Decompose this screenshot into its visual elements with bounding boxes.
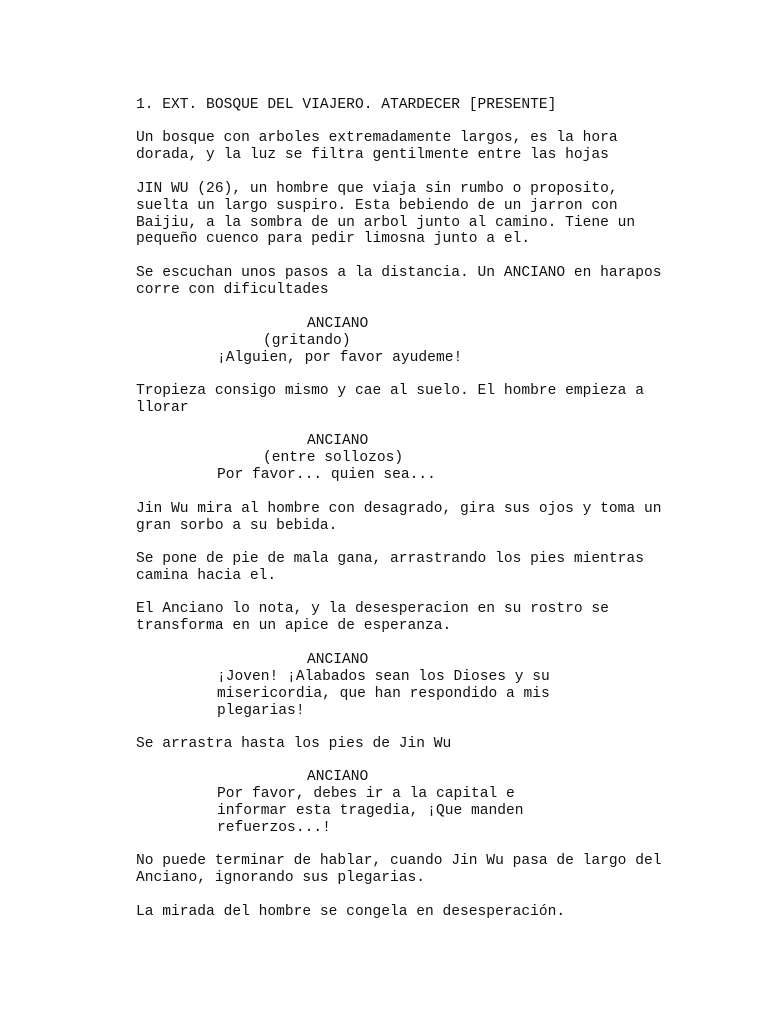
scene-heading: 1. EXT. BOSQUE DEL VIAJERO. ATARDECER [PRESENTE] [136, 97, 557, 113]
action-paragraph: Se escuchan unos pasos a la distancia. Un ANCIANO en harapos corre con dificultades [136, 265, 662, 298]
action-paragraph: La mirada del hombre se congela en desesperación. [136, 904, 566, 920]
dialogue-line: Por favor, debes ir a la capital e informar esta tragedia, ¡Que manden refuerzos...! [217, 786, 524, 836]
character-name: ANCIANO [307, 316, 369, 332]
character-name: ANCIANO [307, 652, 369, 668]
action-paragraph: Jin Wu mira al hombre con desagrado, gira sus ojos y toma un gran sorbo a su bebida. [136, 501, 662, 534]
action-paragraph: No puede terminar de hablar, cuando Jin Wu pasa de largo del Anciano, ignorando sus plegarias. [136, 853, 662, 886]
dialogue-line: ¡Joven! ¡Alabados sean los Dioses y su misericordia, que han respondido a mis plegarias! [217, 669, 550, 719]
parenthetical: (entre sollozos) [263, 450, 404, 466]
action-paragraph: El Anciano lo nota, y la desesperacion en su rostro se transforma en un apice de esperanza. [136, 601, 609, 634]
action-paragraph: Se arrastra hasta los pies de Jin Wu [136, 736, 452, 752]
action-paragraph: Un bosque con arboles extremadamente largos, es la hora dorada, y la luz se filtra gentilmente entre las hojas [136, 130, 618, 163]
action-paragraph: JIN WU (26), un hombre que viaja sin rumbo o proposito, suelta un largo suspiro. Esta bebiendo de un jarron con Baijiu, a la sombra de un arbol junto al camino. Tiene un pequeño cuenco para pedir limosna junto a el. [136, 181, 636, 248]
dialogue-line: Por favor... quien sea... [217, 467, 436, 483]
dialogue-line: ¡Alguien, por favor ayudeme! [217, 350, 463, 366]
character-name: ANCIANO [307, 769, 369, 785]
action-paragraph: Tropieza consigo mismo y cae al suelo. El hombre empieza a llorar [136, 383, 644, 416]
action-paragraph: Se pone de pie de mala gana, arrastrando los pies mientras camina hacia el. [136, 551, 644, 584]
parenthetical: (gritando) [263, 333, 351, 349]
character-name: ANCIANO [307, 433, 369, 449]
